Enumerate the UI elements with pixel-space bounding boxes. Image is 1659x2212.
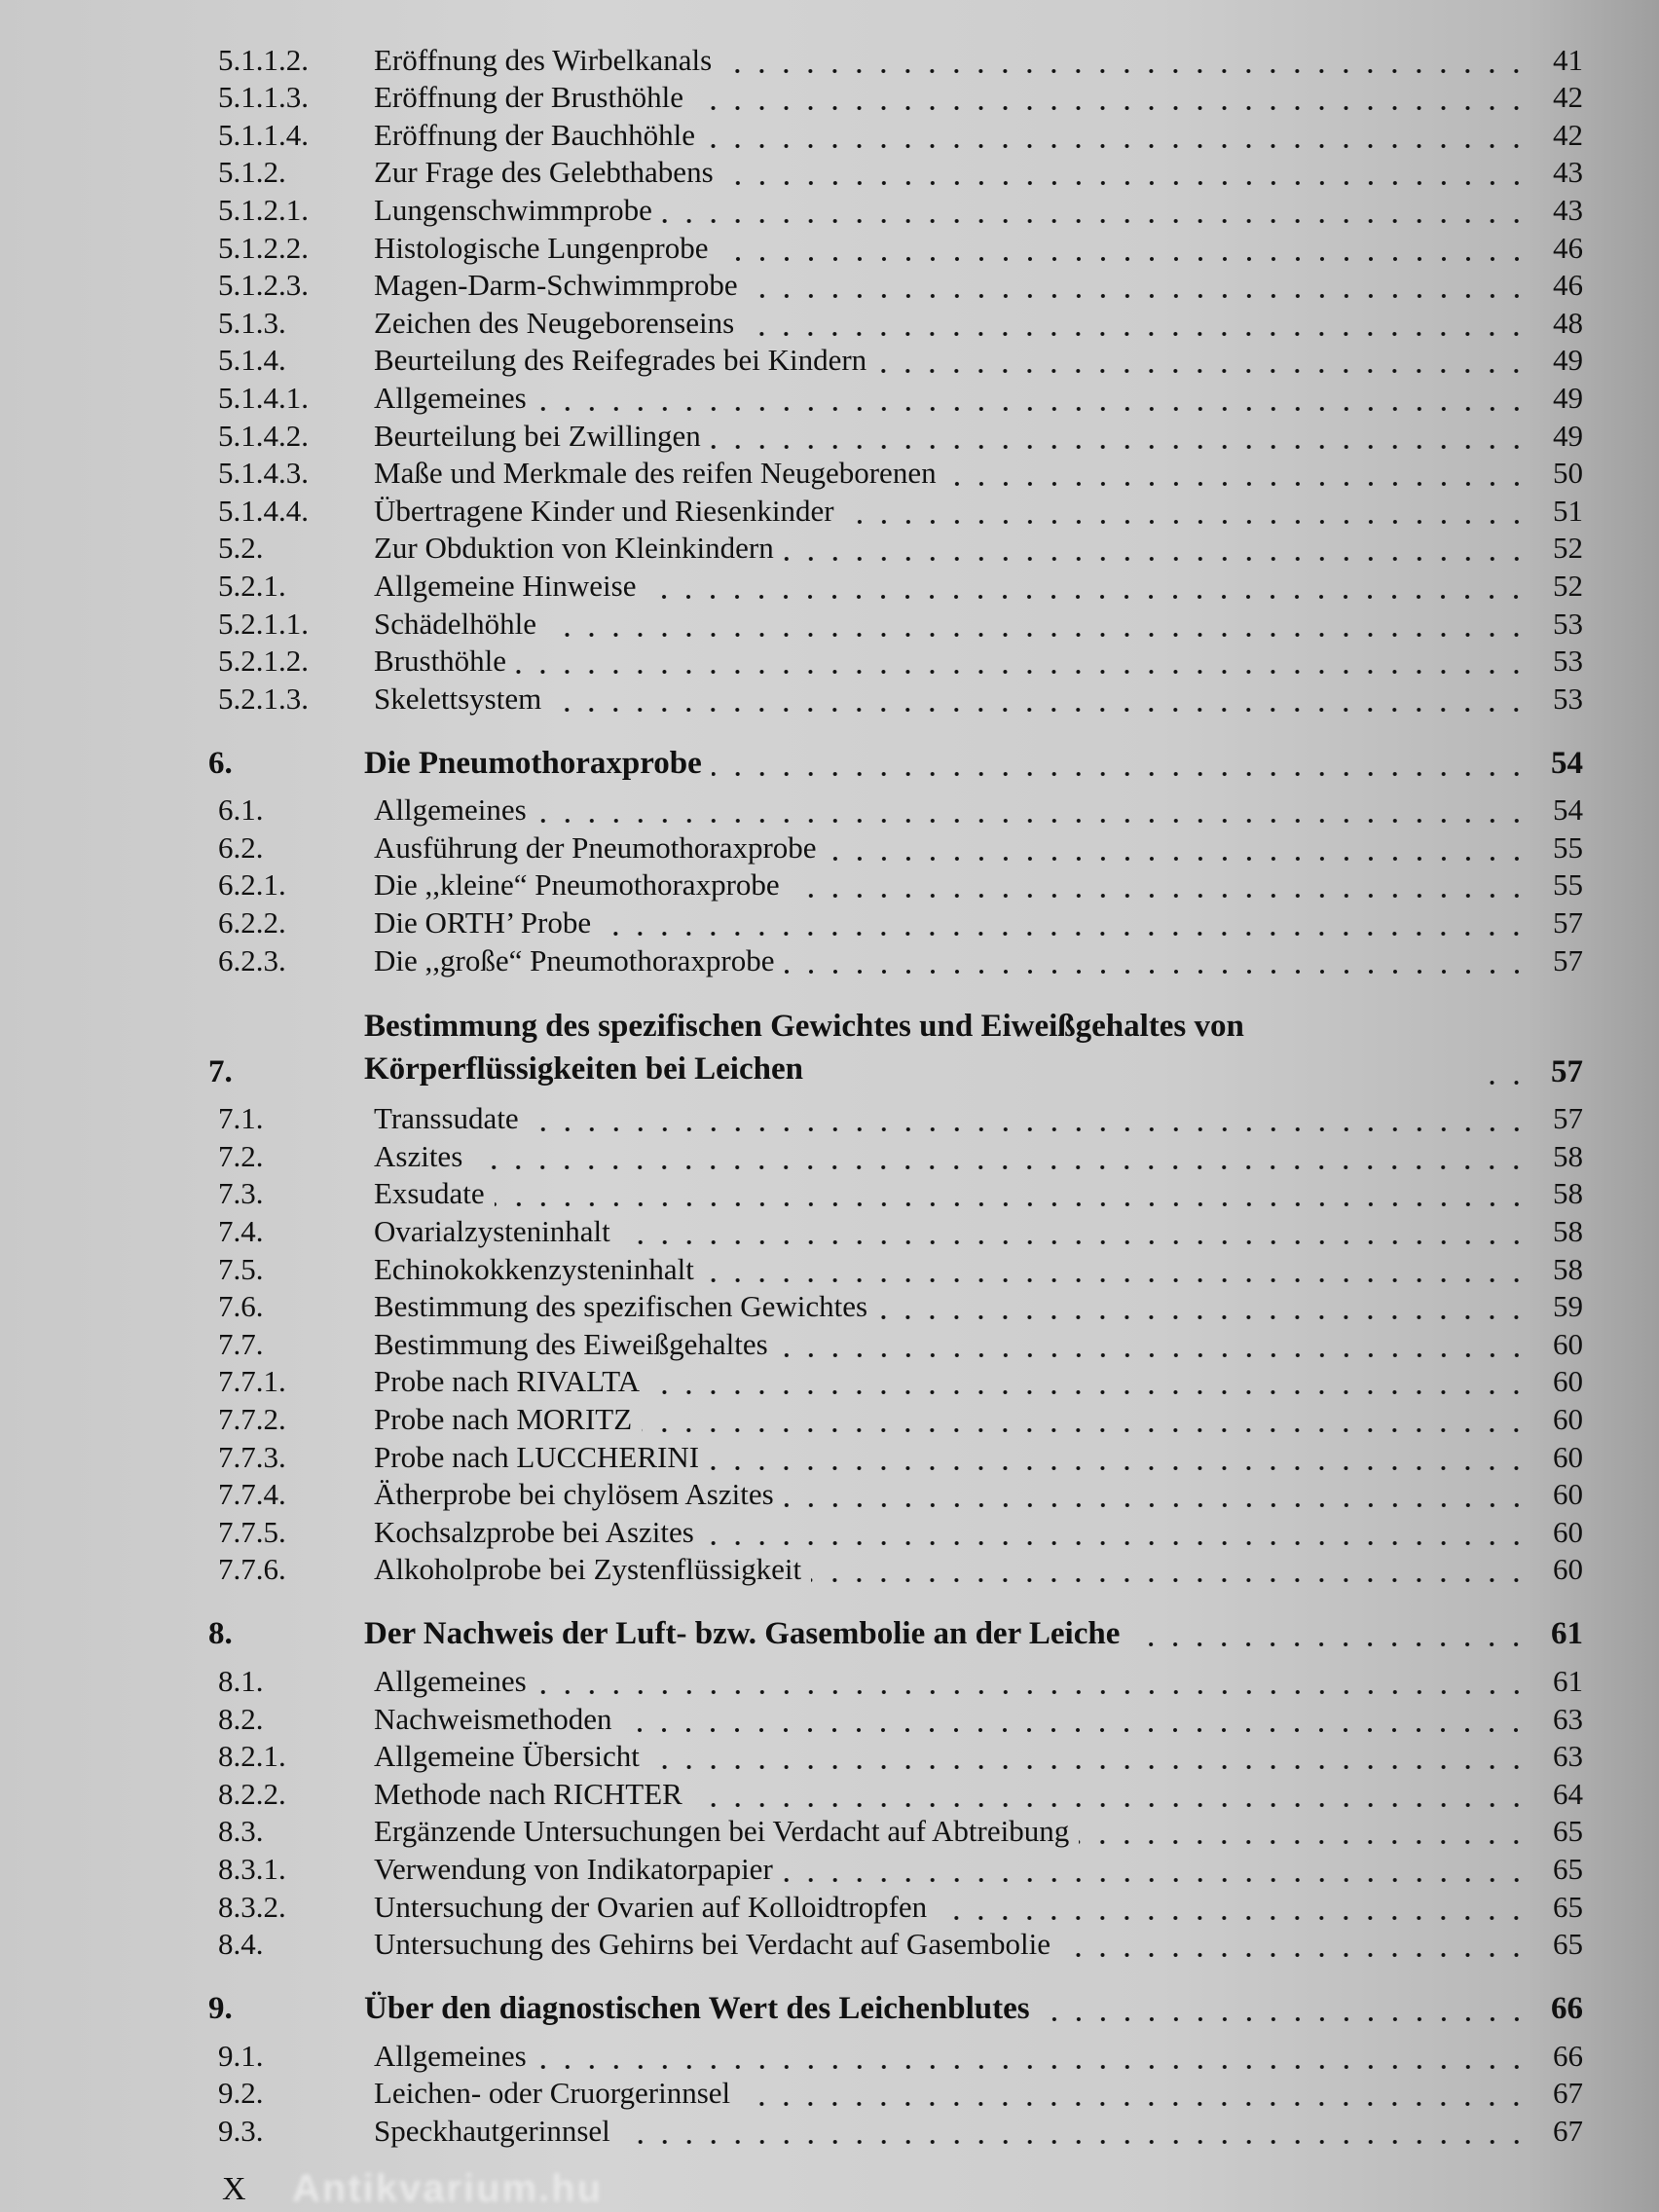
page-number: 54 [1551, 745, 1583, 781]
section-title: Eröffnung der Bauchhöhle [374, 117, 695, 152]
dot-leader [721, 42, 1529, 79]
section-title: Probe nach MORITZ [374, 1402, 633, 1436]
section-title: Alkoholprobe bei Zystenflüssigkeit [374, 1552, 802, 1587]
dot-leader [1040, 1990, 1529, 2027]
dot-leader [601, 904, 1529, 941]
section-number: 7.7.1. [218, 1364, 286, 1399]
page-number: 65 [1553, 1851, 1583, 1886]
page-number: 60 [1553, 1477, 1583, 1512]
section-number: 7.4. [218, 1214, 264, 1249]
section-title: Bestimmung des spezifischen Gewichtes und Eiweißgehaltes von Körperflüssigkeiten bei Leichen [364, 1008, 1244, 1087]
toc-entry [208, 680, 1583, 718]
toc-entry [208, 492, 1583, 530]
section-number: 8.2.1. [218, 1739, 286, 1774]
dot-leader [937, 1889, 1529, 1926]
page-number: 66 [1553, 2038, 1583, 2073]
toc-entry [208, 567, 1583, 605]
toc-entry [208, 229, 1583, 267]
toc-entry [208, 1325, 1583, 1363]
section-title: Exsudate [374, 1176, 485, 1211]
section-number: 5.1.2.3. [218, 268, 309, 303]
section-title: Ätherprobe bei chylösem Aszites [374, 1477, 774, 1512]
section-title: Transsudate [374, 1101, 519, 1136]
section-number: 5.1.1.2. [218, 42, 309, 77]
section-number: 7.7.2. [218, 1402, 286, 1436]
section-title: Nachweismethoden [374, 1701, 612, 1736]
chapter-heading [208, 1005, 1583, 1090]
section-title: Die ,,kleine“ Pneumothoraxprobe [374, 867, 780, 903]
section-title: Allgemeines [374, 380, 527, 415]
section-title: Kochsalzprobe bei Aszites [374, 1514, 694, 1549]
dot-leader [516, 643, 1529, 680]
page-number: 63 [1553, 1739, 1583, 1774]
toc-entry [208, 2037, 1583, 2075]
page-number: 46 [1553, 268, 1583, 303]
section-number: 6.2.1. [218, 867, 286, 903]
table-of-contents [208, 41, 1583, 2150]
dot-leader [529, 1100, 1529, 1137]
dot-leader [1129, 1615, 1529, 1652]
dot-leader [642, 1401, 1529, 1438]
section-number: 7.5. [218, 1251, 264, 1286]
dot-leader [790, 866, 1529, 903]
page-number: 65 [1553, 1814, 1583, 1849]
section-number: 9. [208, 1991, 233, 2027]
section-number: 5.2.1. [218, 568, 286, 603]
page-number: 57 [1553, 905, 1583, 940]
section-number: 8. [208, 1616, 233, 1652]
toc-entry [208, 2075, 1583, 2113]
page-number: 54 [1553, 793, 1583, 828]
section-number: 9.2. [218, 2076, 264, 2111]
page-number: 53 [1553, 644, 1583, 679]
page-number: 53 [1553, 606, 1583, 641]
section-title: Ausführung der Pneumothoraxprobe [374, 830, 817, 865]
section-title: Probe nach LUCCHERINI [374, 1439, 700, 1474]
page-number: 58 [1553, 1138, 1583, 1173]
toc-entry [208, 1100, 1583, 1138]
toc-entry [208, 1813, 1583, 1851]
page-number: X [222, 2171, 246, 2207]
toc-entry [208, 792, 1583, 830]
section-number: 8.4. [218, 1927, 264, 1962]
page-number: 65 [1553, 1927, 1583, 1962]
section-number: 5.1.2. [218, 155, 286, 190]
page-number: 55 [1553, 830, 1583, 865]
dot-leader [551, 681, 1529, 718]
dot-leader [620, 1213, 1529, 1250]
toc-entry [208, 1400, 1583, 1438]
page-number: 53 [1553, 681, 1583, 716]
toc-entry [208, 1738, 1583, 1776]
section-title: Histologische Lungenprobe [374, 230, 709, 265]
dot-leader [1060, 1926, 1529, 1963]
page-number: 58 [1553, 1214, 1583, 1249]
section-title: Bestimmung des spezifischen Gewichtes [374, 1289, 868, 1324]
section-title: Magen-Darm-Schwimmprobe [374, 268, 738, 303]
section-title: Schädelhöhle [374, 606, 537, 641]
section-number: 5.1.2.1. [218, 192, 309, 227]
toc-entry [208, 41, 1583, 79]
dot-leader [811, 1551, 1529, 1588]
toc-entry [208, 1926, 1583, 1964]
toc-entry [208, 1700, 1583, 1738]
toc-entry [208, 1850, 1583, 1888]
dot-leader [723, 154, 1529, 191]
dot-leader [621, 1701, 1529, 1738]
section-title: Speckhautgerinnsel [374, 2113, 610, 2148]
page-number: 63 [1553, 1701, 1583, 1736]
section-number: 8.2. [218, 1701, 264, 1736]
toc-entry [208, 866, 1583, 904]
dot-leader [649, 1738, 1529, 1775]
section-number: 5.2.1.1. [218, 606, 309, 641]
toc-entry [208, 1476, 1583, 1514]
section-title: Beurteilung bei Zwillingen [374, 418, 701, 453]
page-number: 58 [1553, 1251, 1583, 1286]
section-number: 7.7.4. [218, 1477, 286, 1512]
dot-leader [693, 79, 1529, 116]
toc-section [208, 1988, 1583, 2150]
page-number: 57 [1553, 942, 1583, 977]
dot-leader [709, 1439, 1529, 1476]
toc-entry [208, 829, 1583, 866]
section-number: 6.2.2. [218, 905, 286, 940]
dot-leader [946, 455, 1529, 492]
dot-leader [536, 2038, 1529, 2075]
section-number: 7.7.3. [218, 1439, 286, 1474]
toc-section [208, 1005, 1583, 1589]
toc-entry [208, 1662, 1583, 1700]
dot-leader [495, 1175, 1529, 1212]
toc-entry [208, 1212, 1583, 1250]
section-title: Über den diagnostischen Wert des Leichenblutes [364, 1991, 1030, 2027]
section-title: Bestimmung des Eiweißgehaltes [374, 1326, 768, 1361]
toc-entry [208, 417, 1583, 455]
section-number: 5.1.1.4. [218, 117, 309, 152]
section-title: Leichen- oder Cruorgerinnsel [374, 2076, 731, 2111]
dot-leader [876, 342, 1529, 379]
dot-leader [472, 1138, 1529, 1175]
toc-entry [208, 267, 1583, 305]
page-number: 61 [1551, 1616, 1583, 1652]
page-number: 57 [1553, 1101, 1583, 1136]
section-title: Allgemeine Hinweise [374, 568, 637, 603]
section-number: 5.1.4.2. [218, 418, 309, 453]
toc-entry [208, 1513, 1583, 1551]
dot-leader [645, 568, 1529, 605]
page-number: 61 [1553, 1663, 1583, 1698]
section-number: 5.1.4.4. [218, 493, 309, 528]
section-title: Untersuchung der Ovarien auf Kolloidtropfen [374, 1889, 928, 1924]
dot-leader [546, 606, 1529, 643]
page-number: 66 [1551, 1991, 1583, 2027]
toc-entry [208, 2112, 1583, 2150]
page-number: 60 [1553, 1402, 1583, 1436]
toc-entry [208, 379, 1583, 417]
section-number: 5.2.1.3. [218, 681, 309, 716]
section-title: Eröffnung des Wirbelkanals [374, 42, 713, 77]
toc-entry [208, 455, 1583, 493]
page-number: 64 [1553, 1776, 1583, 1811]
dot-leader [827, 830, 1529, 866]
dot-leader [778, 1326, 1529, 1363]
section-title: Probe nach RIVALTA [374, 1364, 641, 1399]
toc-entry [208, 154, 1583, 192]
section-number: 5.1.4.3. [218, 456, 309, 491]
section-number: 7.2. [218, 1138, 264, 1173]
section-title: Allgemeine Übersicht [374, 1739, 640, 1774]
dot-leader [785, 942, 1530, 979]
toc-entry [208, 1888, 1583, 1926]
section-number: 7.6. [218, 1289, 264, 1324]
section-number: 9.1. [218, 2038, 264, 2073]
toc-entry [208, 1137, 1583, 1175]
page-number: 49 [1553, 380, 1583, 415]
section-title: Brusthöhle [374, 644, 507, 679]
toc-entry [208, 79, 1583, 117]
dot-leader [844, 493, 1529, 530]
dot-leader [704, 1251, 1529, 1288]
dot-leader [536, 792, 1529, 829]
toc-section [208, 743, 1583, 979]
section-title: Lungenschwimmprobe [374, 192, 652, 227]
dot-leader [712, 745, 1529, 782]
section-title: Verwendung von Indikatorpapier [374, 1851, 773, 1886]
toc-entry [208, 605, 1583, 643]
toc-entry [208, 1775, 1583, 1813]
section-number: 8.2.2. [218, 1776, 286, 1811]
toc-section [208, 41, 1583, 718]
page-number: 49 [1553, 343, 1583, 378]
dot-leader [719, 230, 1529, 267]
page-number: 43 [1553, 192, 1583, 227]
section-number: 5.1.3. [218, 305, 286, 340]
toc-entry [208, 1250, 1583, 1288]
section-title: Allgemeines [374, 793, 527, 828]
toc-entry [208, 191, 1583, 229]
section-title: Ergänzende Untersuchungen bei Verdacht auf Abtreibung [374, 1814, 1070, 1849]
dot-leader [536, 1663, 1529, 1700]
dot-leader [744, 305, 1529, 342]
chapter-heading [208, 743, 1583, 782]
section-title: Aszites [374, 1138, 463, 1173]
section-title: Untersuchung des Gehirns bei Verdacht auf Gasembolie [374, 1927, 1051, 1962]
section-number: 5.1.4.1. [218, 380, 309, 415]
toc-entry [208, 643, 1583, 681]
section-number: 5.1.4. [218, 343, 286, 378]
dot-leader [704, 1514, 1529, 1551]
section-title: Skelettsystem [374, 681, 542, 716]
section-title: Allgemeines [374, 1663, 527, 1698]
section-title: Echinokokkenzysteninhalt [374, 1251, 694, 1286]
toc-entry [208, 1438, 1583, 1476]
chapter-heading [208, 1613, 1583, 1652]
section-title: Maße und Merkmale des reifen Neugeborenen [374, 456, 937, 491]
section-title: Übertragene Kinder und Riesenkinder [374, 493, 834, 528]
section-number: 8.3. [218, 1814, 264, 1849]
page-number: 43 [1553, 155, 1583, 190]
page-number: 57 [1551, 1053, 1583, 1089]
page-number: 48 [1553, 305, 1583, 340]
section-title: Allgemeines [374, 2038, 527, 2073]
section-number: 6.2.3. [218, 942, 286, 977]
section-number: 6.2. [218, 830, 264, 865]
section-title: Beurteilung des Reifegrades bei Kindern [374, 343, 867, 378]
toc-entry [208, 1175, 1583, 1213]
section-number: 5.1.2.2. [218, 230, 309, 265]
page-number: 50 [1553, 456, 1583, 491]
section-title: Der Nachweis der Luft- bzw. Gasembolie an der Leiche [364, 1616, 1121, 1652]
toc-section [208, 1613, 1583, 1963]
page-number: 65 [1553, 1889, 1583, 1924]
page-number: 60 [1553, 1364, 1583, 1399]
dot-leader [692, 1776, 1529, 1813]
section-title: Eröffnung der Brusthöhle [374, 80, 683, 115]
dot-leader [536, 380, 1529, 417]
page-number: 58 [1553, 1176, 1583, 1211]
toc-entry [208, 304, 1583, 342]
section-number: 7.7.6. [218, 1552, 286, 1587]
watermark: Antikvarium.hu [292, 2167, 604, 2210]
dot-leader [649, 1363, 1529, 1400]
section-number: 7.1. [218, 1101, 264, 1136]
page-number: 52 [1553, 568, 1583, 603]
section-title: Zur Obduktion von Kleinkindern [374, 531, 774, 566]
page-number: 67 [1553, 2113, 1583, 2148]
section-number: 6. [208, 745, 233, 781]
section-title: Zur Frage des Gelebthabens [374, 155, 714, 190]
toc-entry [208, 116, 1583, 154]
section-number: 8.3.1. [218, 1851, 286, 1886]
section-number: 8.1. [218, 1663, 264, 1698]
toc-entry [208, 530, 1583, 568]
section-number: 5.2.1.2. [218, 644, 309, 679]
section-number: 7.7. [218, 1326, 264, 1361]
dot-leader [748, 267, 1529, 304]
section-number: 9.3. [218, 2113, 264, 2148]
page-number: 55 [1553, 867, 1583, 903]
chapter-heading [208, 1988, 1583, 2027]
page-number: 60 [1553, 1326, 1583, 1361]
page-number: 59 [1553, 1289, 1583, 1324]
section-title: Methode nach RICHTER [374, 1776, 682, 1811]
page-number: 42 [1553, 117, 1583, 152]
page-number: 60 [1553, 1552, 1583, 1587]
page-number: 51 [1553, 493, 1583, 528]
dot-leader [1079, 1813, 1529, 1850]
toc-entry [208, 903, 1583, 941]
page-number: 60 [1553, 1439, 1583, 1474]
section-title: Die Pneumothoraxprobe [364, 745, 702, 781]
page-number: 52 [1553, 531, 1583, 566]
dot-leader [711, 418, 1529, 455]
section-title: Die ,,große“ Pneumothoraxprobe [374, 942, 775, 977]
dot-leader [877, 1288, 1529, 1325]
page-number: 46 [1553, 230, 1583, 265]
section-title: Zeichen des Neugeborenseins [374, 305, 735, 340]
toc-entry [208, 1363, 1583, 1401]
page-number: 41 [1553, 42, 1583, 77]
section-number: 5.2. [218, 531, 264, 566]
dot-leader [784, 1476, 1529, 1513]
section-number: 7. [208, 1053, 233, 1089]
toc-entry [208, 1551, 1583, 1589]
section-title: Ovarialzysteninhalt [374, 1214, 610, 1249]
dot-leader [705, 117, 1529, 154]
dot-leader [783, 1851, 1529, 1888]
page-number: 60 [1553, 1514, 1583, 1549]
section-number: 6.1. [218, 793, 264, 828]
dot-leader [620, 2113, 1529, 2150]
page-number: 42 [1553, 80, 1583, 115]
toc-entry [208, 1288, 1583, 1326]
section-number: 7.3. [218, 1176, 264, 1211]
dot-leader [740, 2075, 1529, 2112]
section-number: 7.7.5. [218, 1514, 286, 1549]
dot-leader [1474, 1053, 1529, 1090]
section-number: 5.1.1.3. [218, 80, 309, 115]
section-number: 8.3.2. [218, 1889, 286, 1924]
section-title: Die ORTH’ Probe [374, 905, 592, 940]
toc-entry [208, 342, 1583, 380]
dot-leader [662, 192, 1529, 229]
dot-leader [784, 530, 1529, 567]
page-number: 67 [1553, 2076, 1583, 2111]
page-number: 49 [1553, 418, 1583, 453]
toc-entry [208, 941, 1583, 979]
